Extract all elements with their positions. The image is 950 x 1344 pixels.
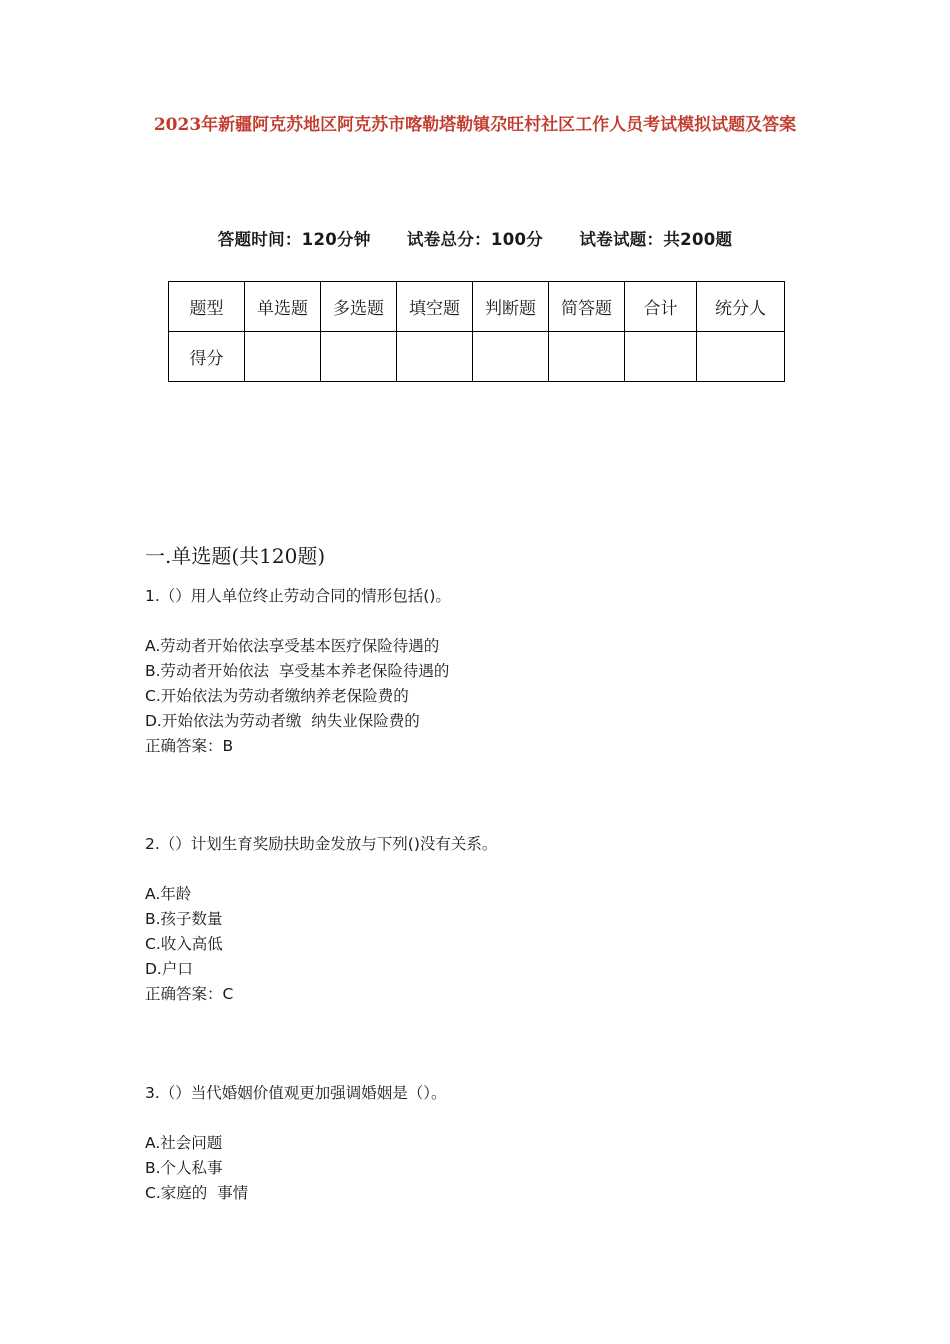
question-2	[145, 832, 497, 1007]
score-cell	[473, 332, 549, 382]
score-cell	[321, 332, 397, 382]
score-row-label: 得分	[169, 332, 245, 382]
question-option: B.孩子数量	[145, 910, 223, 928]
score-table-score-row	[169, 332, 785, 382]
question-option: B.劳动者开始依法 享受基本养老保险待遇的	[145, 662, 450, 680]
header-cell-short: 简答题	[549, 282, 625, 332]
score-cell	[397, 332, 473, 382]
exam-total-score: 试卷总分：100分	[406, 230, 544, 249]
question-option: A.劳动者开始依法享受基本医疗保险待遇的	[145, 637, 440, 655]
score-cell	[697, 332, 785, 382]
exam-meta	[0, 226, 950, 250]
question-stem: 1.（）用人单位终止劳动合同的情形包括()。	[145, 587, 451, 605]
question-option: C.收入高低	[145, 935, 223, 953]
score-cell	[625, 332, 697, 382]
header-cell-type: 题型	[169, 282, 245, 332]
score-cell	[549, 332, 625, 382]
question-answer: 正确答案：B	[145, 737, 234, 755]
exam-time: 答题时间：120分钟	[217, 230, 371, 249]
question-option: B.个人私事	[145, 1159, 223, 1177]
question-option: A.年龄	[145, 885, 192, 903]
question-1	[145, 584, 451, 759]
question-stem: 2.（）计划生育奖励扶助金发放与下列()没有关系。	[145, 835, 498, 853]
score-table	[168, 281, 785, 382]
question-stem: 3.（）当代婚姻价值观更加强调婚姻是（）。	[145, 1084, 447, 1102]
question-option: C.开始依法为劳动者缴纳养老保险费的	[145, 687, 409, 705]
header-cell-scorer: 统分人	[697, 282, 785, 332]
exam-question-count: 试卷试题：共200题	[579, 230, 733, 249]
question-option: D.开始依法为劳动者缴 纳失业保险费的	[145, 712, 420, 730]
question-option: D.户口	[145, 960, 193, 978]
header-cell-total: 合计	[625, 282, 697, 332]
score-table-header-row	[169, 282, 785, 332]
header-cell-single: 单选题	[245, 282, 321, 332]
question-answer: 正确答案：C	[145, 985, 234, 1003]
header-cell-multi: 多选题	[321, 282, 397, 332]
section-title: 一.单选题(共120题)	[145, 544, 326, 568]
question-option: C.家庭的 事情	[145, 1184, 249, 1202]
header-cell-judge: 判断题	[473, 282, 549, 332]
question-option: A.社会问题	[145, 1134, 223, 1152]
score-cell	[245, 332, 321, 382]
document-title: 2023年新疆阿克苏地区阿克苏市喀勒塔勒镇尕旺村社区工作人员考试模拟试题及答案	[153, 115, 797, 135]
header-cell-fill: 填空题	[397, 282, 473, 332]
question-3	[145, 1081, 447, 1206]
